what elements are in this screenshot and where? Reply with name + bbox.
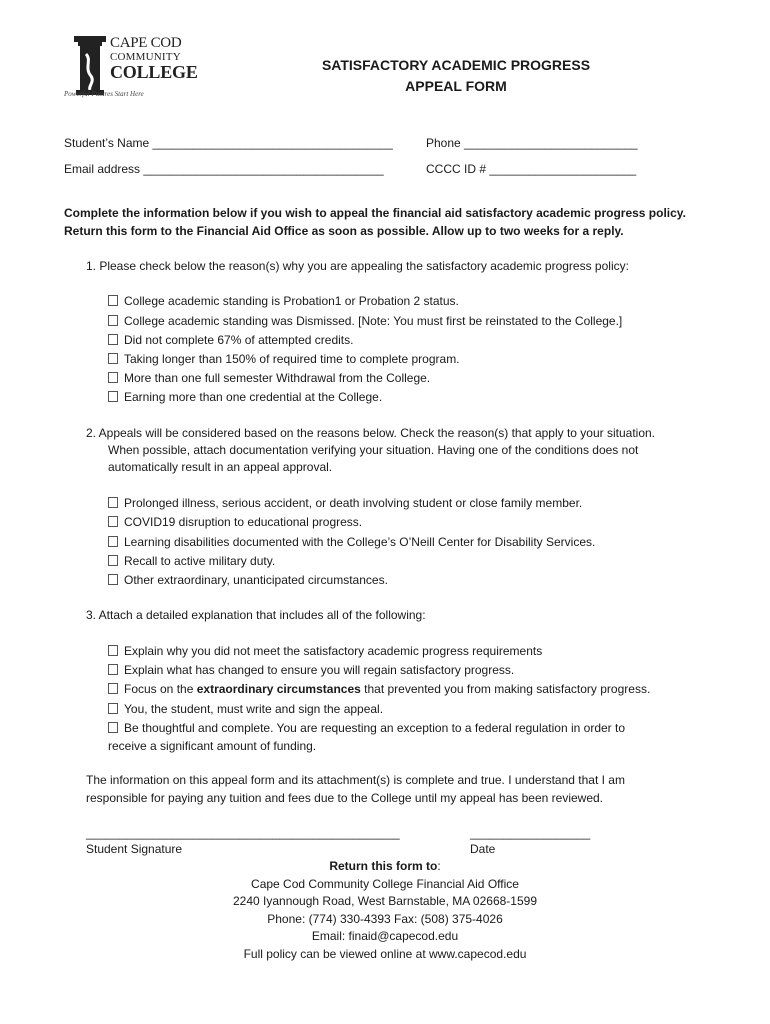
form-title-line2: APPEAL FORM [405,78,507,94]
section1-heading: 1. Please check below the reason(s) why you are appealing the satisfactory academic progress policy: [86,259,629,273]
section2-heading-line2: When possible, attach documentation verifying your situation. Having one of the conditions does not [108,443,639,457]
office-name: Cape Cod Community College Financial Aid Office [251,877,519,891]
checklist-label-continuation: receive a significant amount of funding. [108,739,317,753]
logo-line-community: COMMUNITY [110,51,181,63]
circumstance-checkbox-item[interactable] [108,535,595,549]
checkbox-label: Recall to active military duty. [124,554,276,568]
reason-checkbox-item[interactable] [108,371,430,385]
checkbox-label: Prolonged illness, serious accident, or death involving student or close family member. [124,496,583,510]
checkbox[interactable] [108,353,118,364]
checkbox[interactable] [108,391,118,402]
checkbox[interactable] [108,645,118,656]
checkbox[interactable] [108,574,118,585]
section3-heading: 3. Attach a detailed explanation that includes all of the following: [86,608,426,622]
certification-line1: The information on this appeal form and its attachment(s) is complete and true. I understand that I am [86,773,625,787]
checkbox[interactable] [108,315,118,326]
logo-line-college: COLLEGE [110,62,198,82]
checkbox[interactable] [108,664,118,675]
instructions-line1: Complete the information below if you wish to appeal the financial aid satisfactory academic progress policy. [64,206,686,220]
certification-line2: responsible for paying any tuition and fees due to the College until my appeal has been reviewed. [86,791,604,805]
checklist-label-emphasis: extraordinary circumstances [196,682,361,696]
checkbox-label: More than one full semester Withdrawal from the College. [124,371,431,385]
phone-field[interactable]: Phone __________________________ [426,136,638,150]
cccc-id-field[interactable]: CCCC ID # ______________________ [426,162,637,176]
checklist-label-post: that prevented you from making satisfactory progress. [360,682,651,696]
instructions-line2: Return this form to the Financial Aid Office as soon as possible. Allow up to two weeks for a reply. [64,224,624,238]
logo-tagline: Powerful Futures Start Here [64,90,144,98]
checkbox[interactable] [108,555,118,566]
email-field[interactable]: Email address ____________________________________ [64,162,384,176]
reason-checkbox-item[interactable] [108,352,460,366]
explanation-checklist-item [108,682,650,696]
date-line[interactable]: __________________ [470,826,591,840]
checkbox[interactable] [108,722,118,733]
checklist-label: Be thoughtful and complete. You are requesting an exception to a federal regulation in order to [124,721,626,735]
checkbox-label: Taking longer than 150% of required time to complete program. [124,352,460,366]
policy-link[interactable]: Full policy can be viewed online at www.capecod.edu [243,947,527,961]
checklist-label: Explain why you did not meet the satisfactory academic progress requirements [124,644,543,658]
office-phone-fax: Phone: (774) 330-4393 Fax: (508) 375-4026 [267,912,503,926]
explanation-checklist-item [108,702,383,716]
return-label-text: Return this form to [329,859,438,873]
reason-checkbox-item[interactable] [108,294,459,308]
checkbox-label: Learning disabilities documented with the College’s O’Neill Center for Disability Services. [124,535,596,549]
explanation-checklist-item [108,721,625,735]
office-email: Email: finaid@capecod.edu [311,929,459,943]
form-title-line1: SATISFACTORY ACADEMIC PROGRESS [321,57,591,73]
explanation-checklist-item [108,663,514,677]
signature-line[interactable]: _______________________________________________ [86,826,400,840]
office-address: 2240 Iyannough Road, West Barnstable, MA 02668-1599 [233,894,537,908]
checkbox[interactable] [108,295,118,306]
checkbox[interactable] [108,516,118,527]
reason-checkbox-item[interactable] [108,390,382,404]
circumstance-checkbox-item[interactable] [108,496,582,510]
date-label: Date [470,842,496,856]
checkbox[interactable] [108,683,118,694]
checkbox-label: Did not complete 67% of attempted credits. [124,333,354,347]
circumstance-checkbox-item[interactable] [108,554,275,568]
reason-checkbox-item[interactable] [108,314,622,328]
return-label [0,859,770,873]
checkbox-label: Earning more than one credential at the College. [124,390,383,404]
checkbox[interactable] [108,497,118,508]
checkbox[interactable] [108,334,118,345]
checklist-label: Explain what has changed to ensure you will regain satisfactory progress. [124,663,515,677]
checkbox[interactable] [108,703,118,714]
checkbox[interactable] [108,372,118,383]
checkbox-label: COVID19 disruption to educational progress. [124,515,363,529]
circumstance-checkbox-item[interactable] [108,515,362,529]
signature-label: Student Signature [86,842,183,856]
checkbox-label: College academic standing is Probation1 or Probation 2 status. [124,294,459,308]
student-name-field[interactable]: Student’s Name ____________________________________ [64,136,393,150]
return-label-colon: : [437,859,441,873]
section2-heading-line3: automatically result in an appeal approval. [108,460,333,474]
checklist-label-pre: Focus on the [124,682,197,696]
checklist-label: You, the student, must write and sign the appeal. [124,702,384,716]
checkbox-label: College academic standing was Dismissed. [Note: You must first be reinstated to the College.] [124,314,623,328]
explanation-checklist-item [108,644,542,658]
checkbox-label: Other extraordinary, unanticipated circumstances. [124,573,388,587]
circumstance-checkbox-item[interactable] [108,573,388,587]
checkbox[interactable] [108,536,118,547]
reason-checkbox-item[interactable] [108,333,353,347]
section2-heading-line1: 2. Appeals will be considered based on the reasons below. Check the reason(s) that apply to your situation. [86,426,656,440]
logo-line-cape-cod: CAPE COD [110,35,182,51]
